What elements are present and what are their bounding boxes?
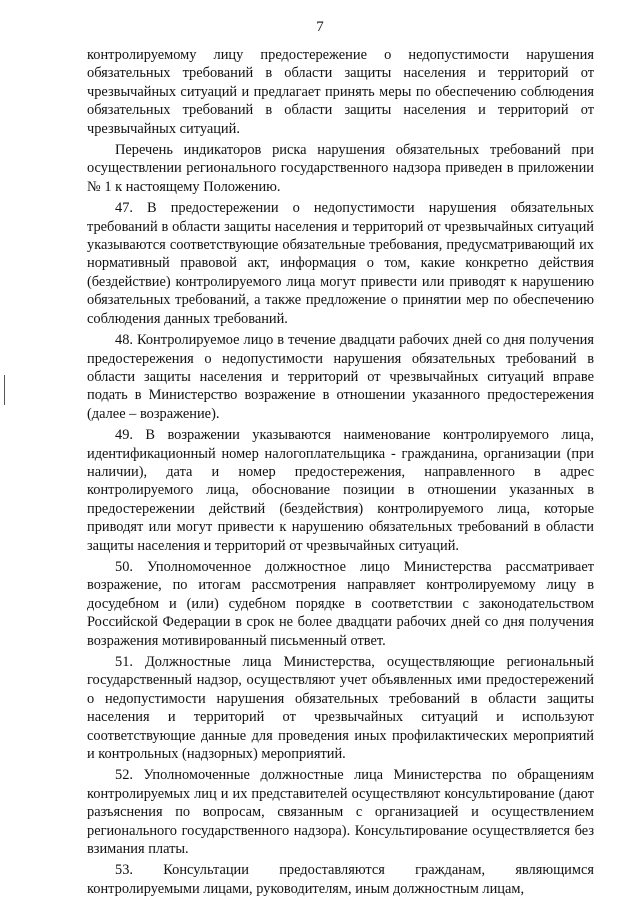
page-number: 7 bbox=[316, 19, 324, 35]
paragraph-49: 49. В возражении указываются наименование контролируемого лица, идентификационный номер налогоплательщика - гражданина, организации (при наличии), дата и номер предостережения, направленного в адрес контролируемого лица, обоснование позиции в отношении указанных в предостережении действий (бездействия) контролируемого лица, которые приводят или могут привести к нарушению обязательных требований в области защиты населения и территорий от чрезвычайных ситуаций. bbox=[87, 427, 594, 554]
document-body bbox=[87, 46, 594, 898]
paragraph-47: 47. В предостережении о недопустимости нарушения обязательных требований в области защиты населения и территорий от чрезвычайных ситуаций указываются соответствующие обязательные требования, предусматривающий их нормативный правовой акт, информация о том, какие конкретно действия (бездействие) контролируемого лица могут привести или приводят к нарушению обязательных требований, а также предложение о принятии мер по обеспечению соблюдения данных требований. bbox=[87, 200, 594, 327]
paragraph-continuation: контролируемому лицу предостережение о недопустимости нарушения обязательных требований в области защиты населения и территорий от чрезвычайных ситуаций и предлагает принять меры по обеспечению соблюдения обязательных требований в области защиты населения и территорий от чрезвычайных ситуаций. bbox=[87, 47, 594, 137]
paragraph-48: 48. Контролируемое лицо в течение двадцати рабочих дней со дня получения предостережения о недопустимости нарушения обязательных требований в области защиты населения и территорий от чрезвычайных ситуаций вправе подать в Министерство возражение в отношении указанного предостережения (далее – возражение). bbox=[87, 332, 594, 422]
paragraph-51: 51. Должностные лица Министерства, осуществляющие региональный государственный надзор, осуществляют учет объявленных ими предостережений о недопустимости нарушения обязательных требований в области защиты населения и территорий от чрезвычайных ситуаций и используют соответствующие данные для проведения иных профилактических мероприятий и контрольных (надзорных) мероприятий. bbox=[87, 654, 594, 763]
paragraph-52: 52. Уполномоченные должностные лица Министерства по обращениям контролируемых лиц и их представителей осуществляют консультирование (дают разъяснения по вопросам, связанным с организацией и осуществлением регионального государственного надзора). Консультирование осуществляется без взимания платы. bbox=[87, 767, 594, 858]
paragraph-risk-indicators: Перечень индикаторов риска нарушения обязательных требований при осуществлении регионального государственного надзора приведен в приложении № 1 к настоящему Положению. bbox=[87, 142, 594, 195]
paragraph-53: 53. Консультации предоставляются гражданам, являющимся контролируемыми лицами, руководителям, иным должностным лицам, bbox=[87, 862, 594, 897]
margin-mark bbox=[4, 375, 5, 405]
paragraph-50: 50. Уполномоченное должностное лицо Министерства рассматривает возражение, по итогам рассмотрения направляет контролируемому лицу в досудебном и (или) судебном порядке в соответствии с законодательством Российской Федерации в срок не более двадцати рабочих дней со дня получения возражения мотивированный письменный ответ. bbox=[87, 558, 594, 649]
